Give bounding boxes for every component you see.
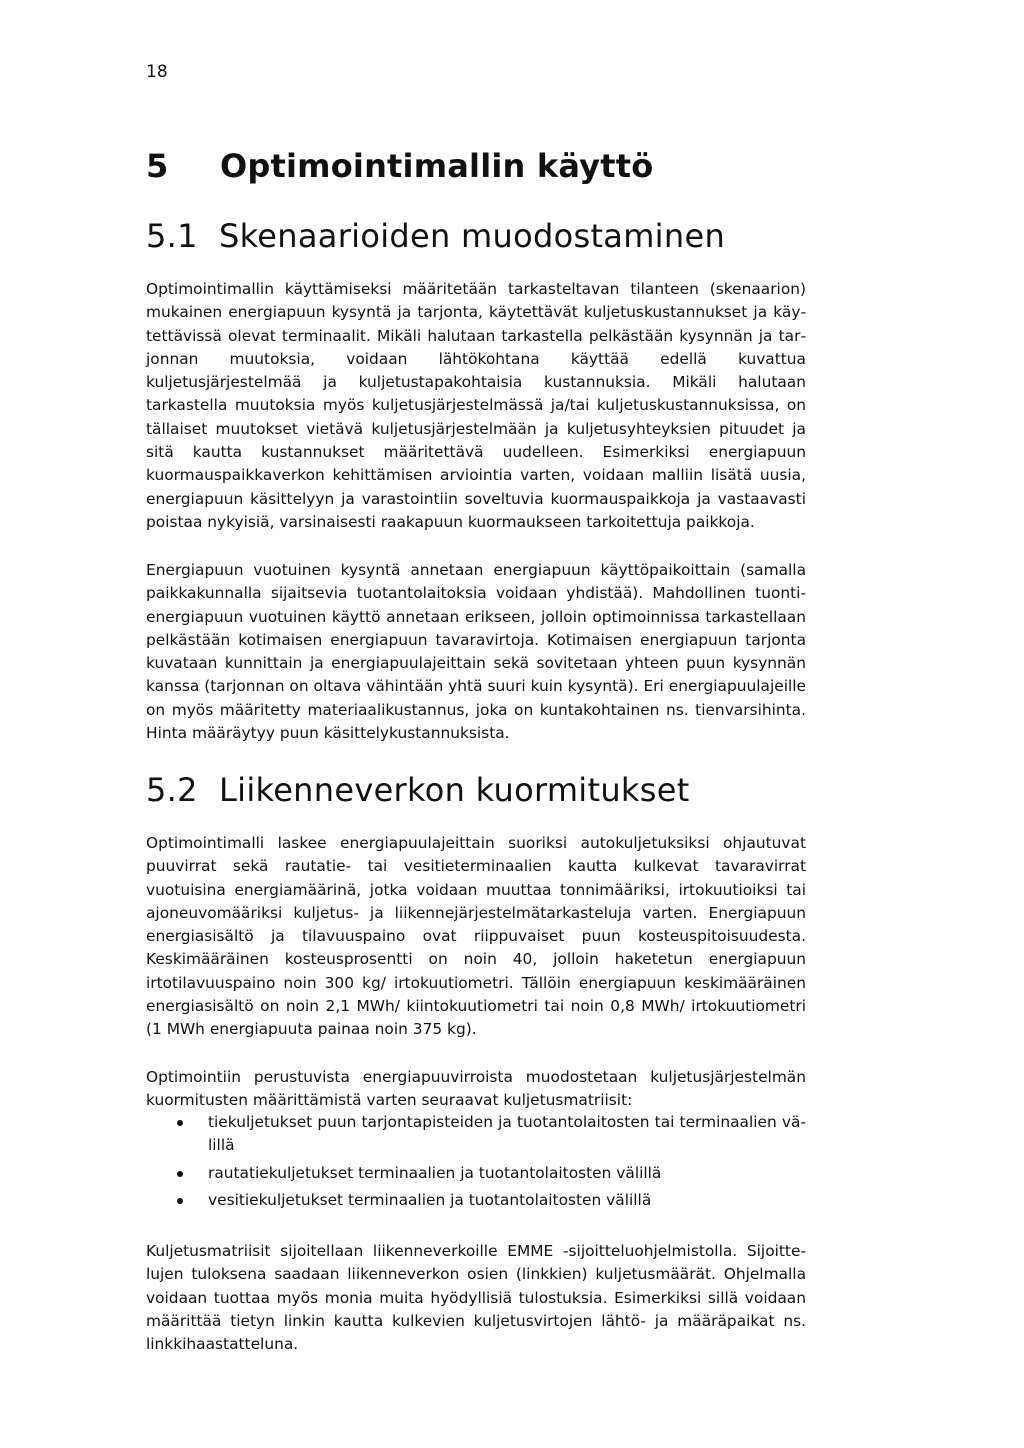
list-item — [146, 1162, 806, 1185]
bullet-icon — [177, 1120, 183, 1126]
chapter-number: 5 — [146, 147, 169, 185]
chapter-title: Optimointimallin käyttö — [220, 147, 654, 185]
list-item — [146, 1189, 806, 1212]
list-item — [146, 1111, 806, 1158]
page-number: 18 — [146, 62, 168, 82]
bullet-list — [146, 1111, 806, 1216]
bullet-icon — [177, 1171, 183, 1177]
paragraph-matrices-intro: Optimointiin perustuvista energiapuuvirroista muodostetaan kuljetusjärjestelmän kuormitusten määrittämistä varten seuraavat kuljetusmatriisit: — [146, 1068, 806, 1110]
list-item-text: rautatiekuljetukset terminaalien ja tuotantolaitosten välillä — [208, 1163, 662, 1182]
section-title: Liikenneverkon kuormitukset — [219, 771, 690, 809]
list-item-text: tiekuljetukset puun tarjontapisteiden ja tuotantolaitosten tai terminaalien välillä — [208, 1113, 806, 1155]
section-number: 5.2 — [146, 771, 198, 809]
paragraph-loads: Optimointimalli laskee energiapuulajeittain suoriksi autokuljetuksiksi ohjautuvat puuvirrat sekä rautatie- tai vesitieterminaalien kautta kulkevat tavaravirrat vuotuisina energiamäärinä, jotka voidaan muuttaa tonnimääriksi, irtokuutioiksi tai ajoneuvomääriksi kuljetus- ja liikennejärjestelmätarkasteluja varten. Energiapuun energiasisältö ja tilavuuspaino ovat riippuvaiset puun kosteuspitoisuudesta. Keskimääräinen kosteusprosentti on noin 40, jolloin haketetun energiapuun irtotilavuuspaino noin 300 kg/ irtokuutiometri. Tällöin energiapuun keskimääräinen energiasisältö on noin 2,1 MWh/ kiintokuutiometri tai noin 0,8 MWh/ irtokuutiometri (1 MWh energiapuuta painaa noin 375 kg). — [146, 834, 806, 1039]
section-title: Skenaarioiden muodostaminen — [219, 217, 726, 255]
paragraph-demand: Energiapuun vuotuinen kysyntä annetaan energiapuun käyttöpaikoittain (samalla paikkakunnalla sijaitsevia tuotantolaitoksia voidaan yhdistää). Mahdollinen tuontienergiapuun vuotuinen käyttö annetaan erikseen, jolloin optimoinnissa tarkastellaan pelkästään kotimaisen energiapuun tavaravirtoja. Kotimaisen energiapuun tarjonta kuvataan kunnittain ja energiapuulajeittain sekä sovitetaan yhteen puun kysynnän kanssa (tarjonnan on oltava vähintään yhtä suuri kuin kysyntä). Eri energiapuulajeille on myös määritetty materiaalikustannus, joka on kuntakohtainen ns. tienvarsihinta. Hinta määräytyy puun käsittelykustannuksista. — [146, 561, 806, 743]
section-heading-5-2 — [146, 770, 690, 810]
bullet-icon — [177, 1198, 183, 1204]
paragraph-scenarios: Optimointimallin käyttämiseksi määritetään tarkasteltavan tilanteen (skenaarion) mukainen energiapuun kysyntä ja tarjonta, käytettävät kuljetuskustannukset ja käytettävissä olevat terminaalit. Mikäli halutaan tarkastella pelkästään kysynnän ja tarjonnan muutoksia, voidaan lähtökohtana käyttää edellä kuvattua kuljetusjärjestelmää ja kuljetustapakohtaisia kustannuksia. Mikäli halutaan tarkastella muutoksia myös kuljetusjärjestelmässä ja/tai kuljetuskustannuksissa, on tällaiset muutokset vietävä kuljetusjärjestelmään ja kuljetusyhteyksien pituudet ja sitä kautta kustannukset määritettävä uudelleen. Esimerkiksi energiapuun kuormauspaikkaverkon kehittämisen arviointia varten, voidaan malliin lisätä uusia, energiapuun käsittelyyn ja varastointiin soveltuvia kuormauspaikkoja ja vastaavasti poistaa nykyisiä, varsinaisesti raakapuun kuormaukseen tarkoitettuja paikkoja. — [146, 280, 806, 531]
section-number: 5.1 — [146, 217, 198, 255]
section-heading-5-1 — [146, 216, 725, 256]
paragraph-emme: Kuljetusmatriisit sijoitellaan liikenneverkoille EMME -sijoitteluohjelmistolla. Sijoittelujen tuloksena saadaan liikenneverkon osien (linkkien) kuljetusmäärät. Ohjelmalla voidaan tuottaa myös monia muita hyödyllisiä tulostuksia. Esimerkiksi sillä voidaan määrittää tietyn linkin kautta kulkevien kuljetusvirtojen lähtö- ja määräpaikat ns. linkkihaastatteluna. — [146, 1242, 806, 1354]
list-item-text: vesitiekuljetukset terminaalien ja tuotantolaitosten välillä — [208, 1190, 652, 1209]
chapter-heading — [146, 146, 653, 186]
